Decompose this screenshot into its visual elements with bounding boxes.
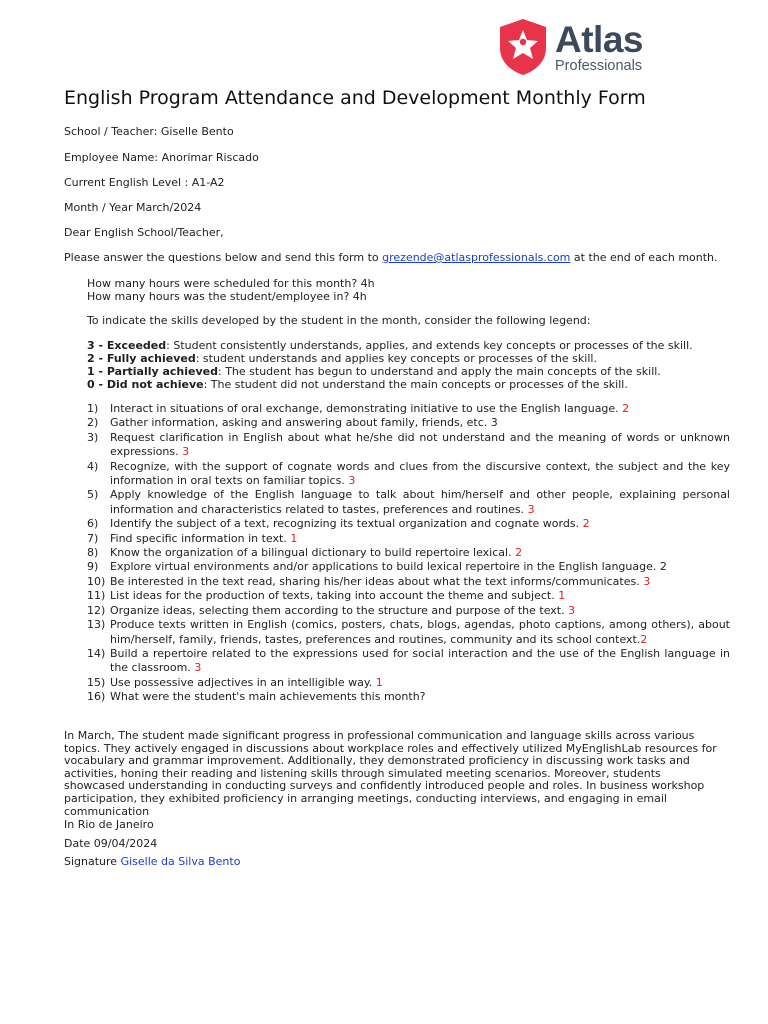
question-text: Apply knowledge of the English language to talk about him/herself and other people, explaining personal information and characteristics related to tastes, preferences and routines. [110, 488, 730, 516]
question-score: 3 [194, 661, 202, 675]
question-item [87, 532, 730, 546]
question-item [87, 517, 730, 531]
question-number: 13) [87, 618, 106, 632]
legend-text: : The student has begun to understand and apply the main concepts of the skill. [218, 365, 661, 378]
question-text: List ideas for the production of texts, taking into account the theme and subject. [110, 589, 559, 603]
question-text-wrap [110, 690, 730, 704]
question-text-wrap [110, 431, 730, 460]
legend-label: 0 - Did not achieve [87, 378, 204, 391]
question-score: 3 [568, 603, 576, 617]
question-text: Find specific information in text. [110, 531, 291, 545]
question-item [87, 402, 730, 416]
legend-label: 3 - Exceeded [87, 339, 167, 352]
question-score: 2 [659, 560, 667, 574]
question-text-wrap [110, 460, 730, 489]
skills-question-list [87, 402, 730, 705]
greeting: Dear English School/Teacher, [64, 226, 224, 239]
question-text: Build a repertoire related to the expressions used for social interaction and the use of the English language in the classroom. [110, 646, 730, 675]
legend-intro: To indicate the skills developed by the student in the month, consider the following legend: [87, 314, 591, 327]
question-number: 10) [87, 574, 106, 588]
question-item [87, 690, 730, 704]
employee-field: Employee Name: Anorimar Riscado [64, 151, 259, 164]
logo-subtitle: Professionals [555, 58, 643, 74]
email-link[interactable]: grezende@atlasprofessionals.com [382, 251, 571, 264]
question-text-wrap [110, 532, 730, 546]
question-text: What were the student's main achievements this month? [110, 690, 426, 704]
question-number: 8) [87, 546, 99, 560]
question-score: 3 [182, 445, 190, 459]
legend-label: 1 - Partially achieved [87, 365, 218, 378]
question-text-wrap [110, 575, 730, 589]
hours-attended: How many hours was the student/employee in? 4h [87, 290, 367, 303]
question-score: 2 [582, 517, 590, 531]
question-number: 12) [87, 603, 106, 617]
hours-block [87, 277, 707, 303]
legend-item [87, 365, 707, 378]
signature-label: Signature [64, 855, 121, 868]
question-text-wrap [110, 517, 730, 531]
instructions [64, 251, 718, 264]
question-number: 6) [87, 517, 99, 531]
legend-text: : student understands and applies key concepts or processes of the skill. [195, 352, 597, 365]
instructions-before: Please answer the questions below and send this form to [64, 251, 383, 264]
question-item [87, 488, 730, 517]
question-text-wrap [110, 560, 730, 574]
question-text-wrap [110, 402, 730, 416]
question-text: Gather information, asking and answering about family, friends, etc. [110, 416, 491, 430]
atlas-logo [497, 18, 667, 78]
question-item [87, 589, 730, 603]
question-score: 1 [375, 675, 383, 689]
question-text-wrap [110, 604, 730, 618]
question-score: 2 [640, 632, 648, 646]
month-year-field: Month / Year March/2024 [64, 201, 202, 214]
question-text: Interact in situations of oral exchange, demonstrating initiative to use the English language. [110, 402, 623, 415]
date-line: Date 09/04/2024 [64, 837, 158, 850]
question-score: 2 [622, 402, 630, 415]
question-text: Request clarification in English about what he/she did not understand and the meaning of words or unknown expressions. [110, 430, 730, 459]
question-text-wrap [110, 676, 730, 690]
question-item [87, 560, 730, 574]
question-text: Organize ideas, selecting them according to the structure and purpose of the text. [110, 603, 569, 617]
logo-text [555, 20, 643, 73]
legend-item [87, 378, 707, 391]
question-item [87, 460, 730, 489]
question-text-wrap [110, 488, 730, 517]
question-number: 11) [87, 589, 106, 603]
question-score: 3 [643, 574, 651, 588]
question-text-wrap [110, 546, 730, 560]
question-item [87, 618, 730, 647]
legend-label: 2 - Fully achieved [87, 352, 196, 365]
question-number: 9) [87, 560, 99, 574]
question-score: 1 [290, 531, 298, 545]
legend-item [87, 352, 707, 365]
atlas-star-shield-icon [497, 18, 549, 76]
instructions-after: at the end of each month. [570, 251, 718, 264]
question-number: 3) [87, 430, 99, 444]
level-field: Current English Level : A1-A2 [64, 176, 225, 189]
question-text: Identify the subject of a text, recognizing its textual organization and cognate words. [110, 517, 583, 531]
question-text: Recognize, with the support of cognate words and clues from the discursive context, the subject and the key information in oral texts on familiar topics. [110, 459, 730, 488]
question-text: Use possessive adjectives in an intelligible way. [110, 675, 376, 689]
question-number: 15) [87, 675, 106, 689]
legend-text: : The student did not understand the main concepts or processes of the skill. [203, 378, 628, 391]
hours-scheduled: How many hours were scheduled for this month? 4h [87, 277, 375, 290]
question-item [87, 575, 730, 589]
question-score: 3 [490, 416, 498, 430]
question-text: Produce texts written in English (comics, posters, chats, blogs, agendas, photo captions, among others), about him/herself, family, friends, tastes, preferences and routines, community and its school context. [110, 618, 730, 646]
place-line: In Rio de Janeiro [64, 818, 154, 831]
question-score: 3 [348, 474, 356, 488]
legend-text: : Student consistently understands, applies, and extends key concepts or processes of the skill. [166, 339, 693, 352]
question-text-wrap [110, 647, 730, 676]
question-number: 1) [87, 402, 99, 415]
question-item [87, 431, 730, 460]
question-score: 2 [515, 546, 523, 560]
question-text-wrap [110, 416, 730, 430]
question-score: 3 [527, 502, 535, 516]
question-item [87, 604, 730, 618]
legend-item [87, 339, 707, 352]
question-number: 14) [87, 646, 106, 660]
logo-word: Atlas [555, 19, 643, 60]
question-text: Be interested in the text read, sharing his/her ideas about what the text informs/communicates. [110, 574, 644, 588]
achievements-paragraph: In March, The student made significant progress in professional communication and language skills across various topics. They actively engaged in discussions about workplace roles and effectively utilized MyEnglishLab resources for vocabulary and grammar improvement. Additionally, they demonstrated proficiency in discussing work tasks and activities, honing their reading and listening skills through simulated meeting scenarios. Moreover, students showcased understanding in conducting surveys and confidently introduced people and roles. In business workshop participation, they exhibited proficiency in arranging meetings, conducting interviews, and engaging in email communication [64, 729, 717, 818]
question-item [87, 546, 730, 560]
question-item [87, 416, 730, 430]
legend [87, 339, 707, 391]
question-number: 5) [87, 488, 99, 502]
question-number: 16) [87, 690, 106, 704]
question-score: 1 [558, 589, 566, 603]
signature-line [64, 855, 240, 868]
question-text: Know the organization of a bilingual dictionary to build repertoire lexical. [110, 546, 516, 560]
question-item [87, 647, 730, 676]
form-title: English Program Attendance and Development Monthly Form [64, 87, 646, 109]
teacher-field: School / Teacher: Giselle Bento [64, 125, 234, 138]
question-text-wrap [110, 589, 730, 603]
question-number: 7) [87, 531, 99, 545]
question-item [87, 676, 730, 690]
question-number: 2) [87, 416, 99, 430]
question-number: 4) [87, 459, 99, 473]
signature-name: Giselle da Silva Bento [120, 855, 241, 868]
question-text: Explore virtual environments and/or applications to build lexical repertoire in the English language. [110, 560, 660, 574]
question-text-wrap [110, 618, 730, 647]
